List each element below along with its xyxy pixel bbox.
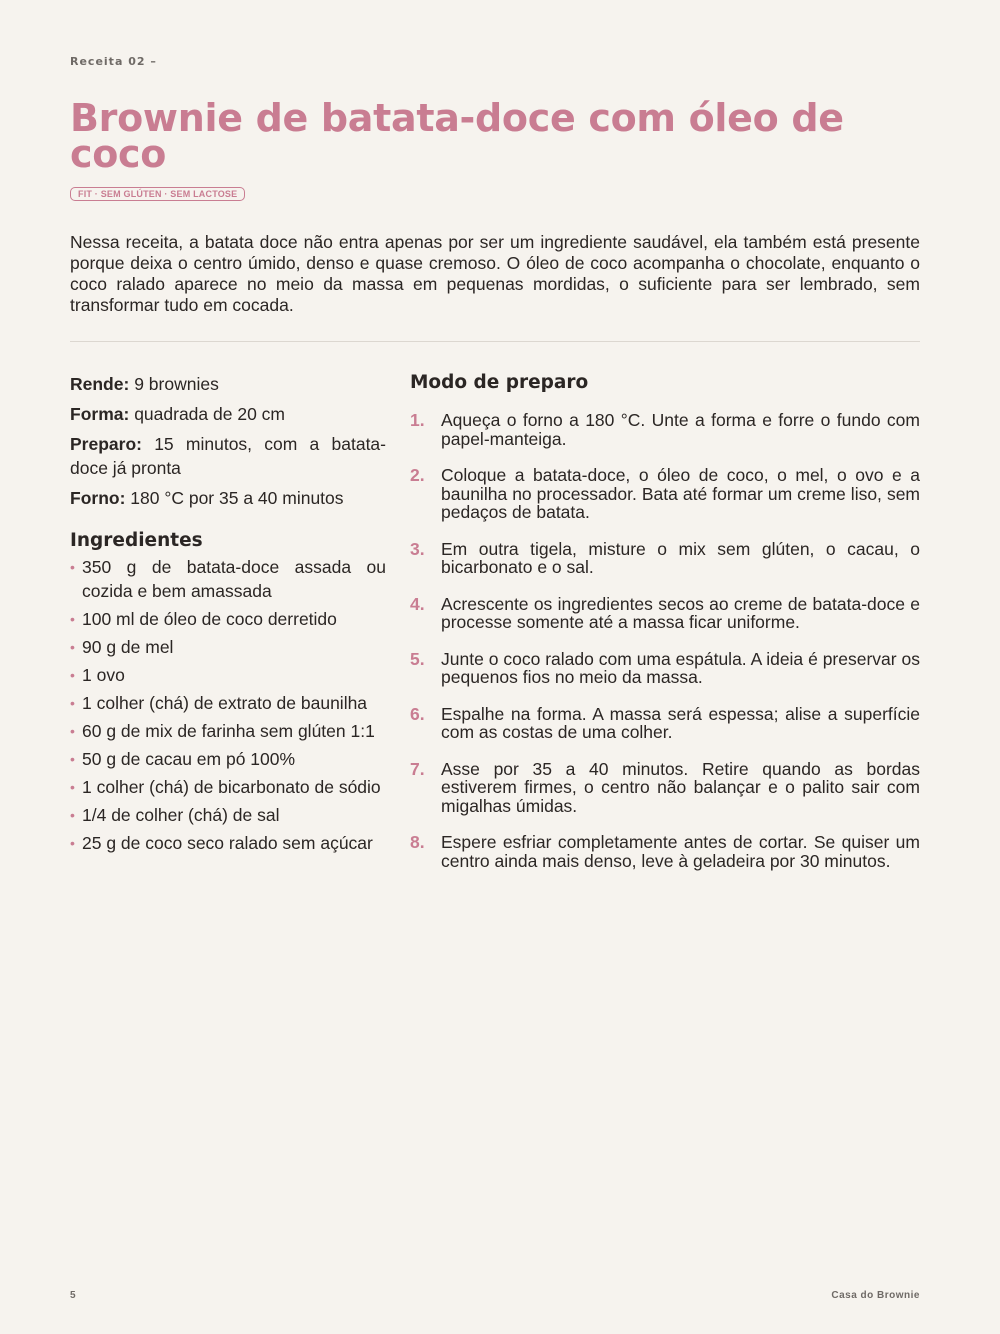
ingredient-text: 60 g de mix de farinha sem glúten 1:1 (82, 721, 375, 741)
method-step (410, 705, 920, 742)
ingredient-text: 1/4 de colher (chá) de sal (82, 805, 280, 825)
step-text: Em outra tigela, misture o mix sem glúten, o cacau, o bicarbonato e o sal. (441, 538, 920, 577)
step-number: 4. (410, 593, 425, 614)
ingredient-text: 350 g de batata-doce assada ou cozida e bem amassada (82, 557, 386, 601)
recipe-title: Brownie de batata-doce com óleo de coco (70, 96, 844, 176)
ingredient-text: 1 colher (chá) de bicarbonato de sódio (82, 777, 381, 797)
ingredient-item (70, 635, 386, 659)
recipe-eyebrow: Receita 02 – (70, 55, 157, 68)
ingredients-list (70, 555, 386, 855)
meta-value: quadrada de 20 cm (134, 404, 285, 424)
step-number: 5. (410, 648, 425, 669)
step-number: 3. (410, 538, 425, 559)
step-text: Espere esfriar completamente antes de cortar. Se quiser um centro ainda mais denso, leve à geladeira por 30 minutos. (441, 832, 920, 871)
bullet-dot-icon: • (70, 779, 75, 795)
meta-oven (70, 486, 386, 510)
recipe-page (70, 0, 920, 1334)
meta-label: Forno: (70, 488, 126, 508)
ingredient-item (70, 555, 386, 603)
bullet-dot-icon: • (70, 835, 75, 851)
method-step (410, 466, 920, 522)
bullet-dot-icon: • (70, 751, 75, 767)
page-number: 5 (70, 1290, 77, 1301)
ingredient-item (70, 719, 386, 743)
ingredient-item (70, 775, 386, 799)
ingredient-text: 1 ovo (82, 665, 125, 685)
method-step (410, 833, 920, 870)
ingredients-heading: Ingredientes (70, 530, 203, 551)
meta-pan (70, 402, 386, 426)
ingredient-text: 1 colher (chá) de extrato de baunilha (82, 693, 368, 713)
ingredient-item (70, 803, 386, 827)
method-step (410, 650, 920, 687)
method-heading: Modo de preparo (410, 372, 589, 393)
method-step (410, 540, 920, 577)
method-step (410, 411, 920, 448)
meta-label: Forma: (70, 404, 130, 424)
bullet-dot-icon: • (70, 695, 75, 711)
ingredient-text: 100 ml de óleo de coco derretido (82, 609, 337, 629)
bullet-dot-icon: • (70, 559, 75, 575)
bullet-dot-icon: • (70, 611, 75, 627)
step-text: Acrescente os ingredientes secos ao creme de batata-doce e processe somente até a massa ficar uniforme. (441, 593, 920, 632)
step-number: 1. (410, 410, 425, 430)
bullet-dot-icon: • (70, 639, 75, 655)
footer-brand: Casa do Brownie (831, 1290, 920, 1301)
step-number: 6. (410, 703, 425, 724)
method-steps-list (410, 411, 920, 870)
step-number: 7. (410, 758, 425, 779)
method-step (410, 760, 920, 816)
step-number: 2. (410, 465, 425, 485)
meta-label: Rende: (70, 374, 130, 394)
meta-yield (70, 372, 386, 396)
method-step (410, 595, 920, 632)
recipe-details-column (70, 372, 386, 859)
meta-prep-time (70, 432, 386, 480)
recipe-intro: Nessa receita, a batata doce não entra apenas por ser um ingrediente saudável, ela também está presente porque deixa o centro úmido, denso e quase cremoso. O óleo de coco acompanha o chocolate, enquanto o coco ralado aparece no meio da massa em pequenas mordidas, o suficiente para ser lembrado, sem transformar tudo em cocada. (70, 232, 920, 315)
bullet-dot-icon: • (70, 723, 75, 739)
step-text: Espalhe na forma. A massa será espessa; alise a superfície com as costas de uma colher. (441, 703, 920, 742)
ingredient-item (70, 691, 386, 715)
step-number: 8. (410, 832, 425, 852)
ingredient-item (70, 607, 386, 631)
ingredient-item (70, 747, 386, 771)
meta-label: Preparo: (70, 434, 142, 454)
section-divider (70, 341, 920, 342)
bullet-dot-icon: • (70, 807, 75, 823)
ingredient-item (70, 663, 386, 687)
meta-value: 180 °C por 35 a 40 minutos (130, 488, 344, 508)
ingredient-text: 25 g de coco seco ralado sem açúcar (82, 833, 373, 853)
step-text: Asse por 35 a 40 minutos. Retire quando as bordas estiverem firmes, o centro não balançar e o palito sair com migalhas úmidas. (441, 758, 920, 816)
ingredient-text: 90 g de mel (82, 637, 174, 657)
bullet-dot-icon: • (70, 667, 75, 683)
meta-value: 9 brownies (134, 374, 219, 394)
step-text: Coloque a batata-doce, o óleo de coco, o mel, o ovo e a baunilha no processador. Bata até formar um creme liso, sem pedaços de batata. (441, 465, 920, 522)
step-text: Junte o coco ralado com uma espátula. A ideia é preservar os pequenos fios no meio da massa. (441, 648, 920, 687)
ingredient-item (70, 831, 386, 855)
meta-value: 15 minutos, com a batata-doce já pronta (70, 434, 386, 478)
ingredient-text: 50 g de cacau em pó 100% (82, 749, 296, 769)
step-text: Aqueça o forno a 180 °C. Unte a forma e forre o fundo com papel-manteiga. (441, 410, 920, 449)
diet-tags-badge: FIT · SEM GLÚTEN · SEM LACTOSE (70, 187, 245, 201)
method-column (410, 372, 920, 888)
